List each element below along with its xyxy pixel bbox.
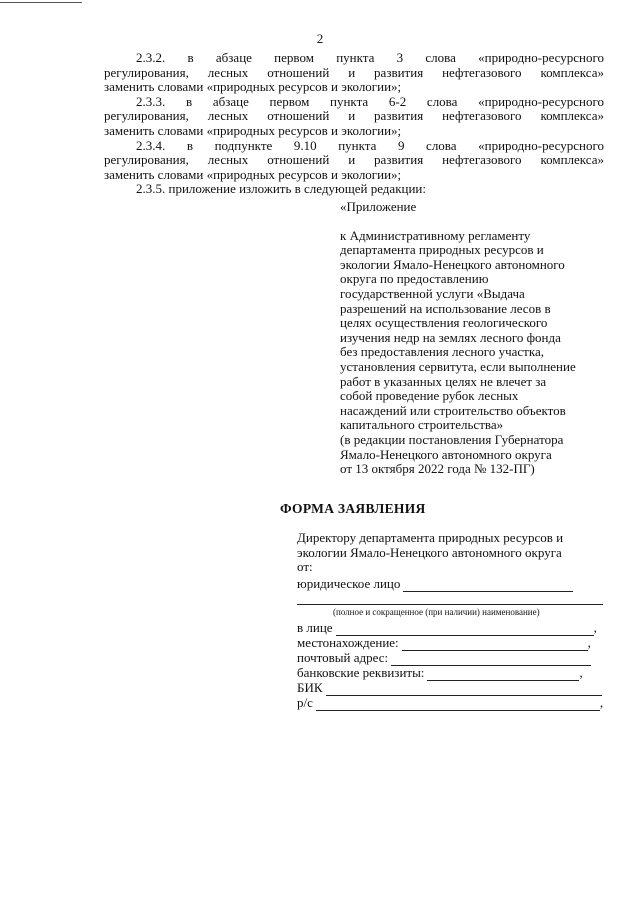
paragraph-line-text: в подпункте 9.10 пункта 9 слова «природно-ресурсного <box>186 137 605 153</box>
blank-line[interactable] <box>427 669 579 681</box>
appendix-line: капитального строительства» <box>340 417 504 433</box>
appendix-line: департамента природных ресурсов и <box>340 242 544 258</box>
field-legal-entity[interactable] <box>297 577 617 592</box>
appendix-line: к Административному регламенту <box>340 227 531 243</box>
field-bik[interactable] <box>297 681 617 696</box>
paragraph-2-3-3 <box>104 95 604 139</box>
field-represented-by[interactable] <box>297 621 617 636</box>
appendix-line: без предоставления лесного участка, <box>340 344 544 360</box>
appendix-line: экологии Ямало-Ненецкого автономного <box>340 256 565 272</box>
addressee-line: от: <box>297 559 313 575</box>
page-number: 2 <box>316 31 324 46</box>
appendix-block <box>340 200 608 477</box>
field-label: БИК <box>297 680 323 696</box>
field-end-mark: , <box>579 665 583 681</box>
paragraph-number: 2.3.3. <box>136 93 166 109</box>
paragraph-line: регулирования, лесных отношений и развития нефтегазового комплекса» <box>104 64 604 80</box>
amendment-text <box>104 51 604 197</box>
paragraph-line: регулирования, лесных отношений и развития нефтегазового комплекса» <box>104 108 604 124</box>
field-label: почтовый адрес: <box>297 650 389 666</box>
appendix-line: (в редакции постановления Губернатора <box>340 431 564 447</box>
appendix-line: изучения недр на землях лесного фонда <box>340 329 561 345</box>
field-end-mark: , <box>593 620 597 636</box>
addressee-line: экологии Ямало-Ненецкого автономного округа <box>297 544 562 560</box>
appendix-line: от 13 октября 2022 года № 132-ПГ) <box>340 461 535 477</box>
field-label: местонахождение: <box>297 635 399 651</box>
form-fields <box>297 577 617 711</box>
blank-line[interactable] <box>403 580 573 592</box>
addressee-block <box>297 531 617 575</box>
field-end-mark: , <box>587 635 591 651</box>
field-end-mark: , <box>599 695 604 711</box>
appendix-line: работ в указанных целях не влечет за <box>340 373 547 389</box>
blank-line[interactable] <box>336 624 594 636</box>
blank-line[interactable] <box>326 684 602 696</box>
appendix-line: насаждений или строительство объектов <box>340 402 566 418</box>
top-rule <box>0 2 82 3</box>
appendix-line: целях осуществления геологического <box>340 315 548 331</box>
appendix-line: разрешений на использование лесов в <box>340 300 551 316</box>
appendix-line: установления сервитута, если выполнение <box>340 358 576 374</box>
field-label: юридическое лицо <box>297 576 401 592</box>
paragraph-line-text: в абзаце первом пункта 3 слова «природно-ресурсного <box>187 50 604 65</box>
paragraph-line: заменить словами «природных ресурсов и экологии»; <box>104 79 402 95</box>
field-postal-address[interactable] <box>297 651 617 666</box>
paragraph-line: заменить словами «природных ресурсов и экологии»; <box>104 166 402 182</box>
blank-line[interactable] <box>316 699 600 711</box>
field-label: в лице <box>297 620 333 636</box>
paragraph-line <box>104 51 604 66</box>
appendix-line: Ямало-Ненецкого автономного округа <box>340 446 552 462</box>
paragraph-number: 2.3.4. <box>136 137 166 153</box>
blank-line-full[interactable] <box>297 592 603 605</box>
paragraph-number: 2.3.2. <box>136 50 166 65</box>
blank-line[interactable] <box>391 654 591 666</box>
field-location[interactable] <box>297 636 617 651</box>
paragraph-line-text: в абзаце первом пункта 6-2 слова «природно-ресурсного <box>185 93 604 109</box>
paragraph-2-3-2 <box>104 51 604 95</box>
field-label: банковские реквизиты: <box>297 665 425 681</box>
appendix-line: собой проведение рубок лесных <box>340 388 519 404</box>
paragraph-line: регулирования, лесных отношений и развития нефтегазового комплекса» <box>104 152 604 168</box>
field-label: р/с <box>297 695 313 711</box>
paragraph-line <box>104 139 604 154</box>
paragraph-2-3-5: 2.3.5. приложение изложить в следующей редакции: <box>136 181 426 197</box>
field-caption: (полное и сокращенное (при наличии) наименование) <box>333 607 540 617</box>
appendix-line: государственной услуги «Выдача <box>340 285 525 301</box>
form-title: ФОРМА ЗАЯВЛЕНИЯ <box>280 501 426 516</box>
field-account[interactable] <box>297 696 617 711</box>
paragraph-2-3-4 <box>104 139 604 183</box>
paragraph-line <box>104 95 604 110</box>
appendix-line: округа по предоставлению <box>340 271 489 287</box>
blank-line[interactable] <box>402 639 588 651</box>
field-bank-details[interactable] <box>297 666 617 681</box>
appendix-heading: «Приложение <box>340 199 417 214</box>
addressee-line: Директору департамента природных ресурсов и <box>297 530 564 545</box>
paragraph-line: заменить словами «природных ресурсов и экологии»; <box>104 122 402 138</box>
